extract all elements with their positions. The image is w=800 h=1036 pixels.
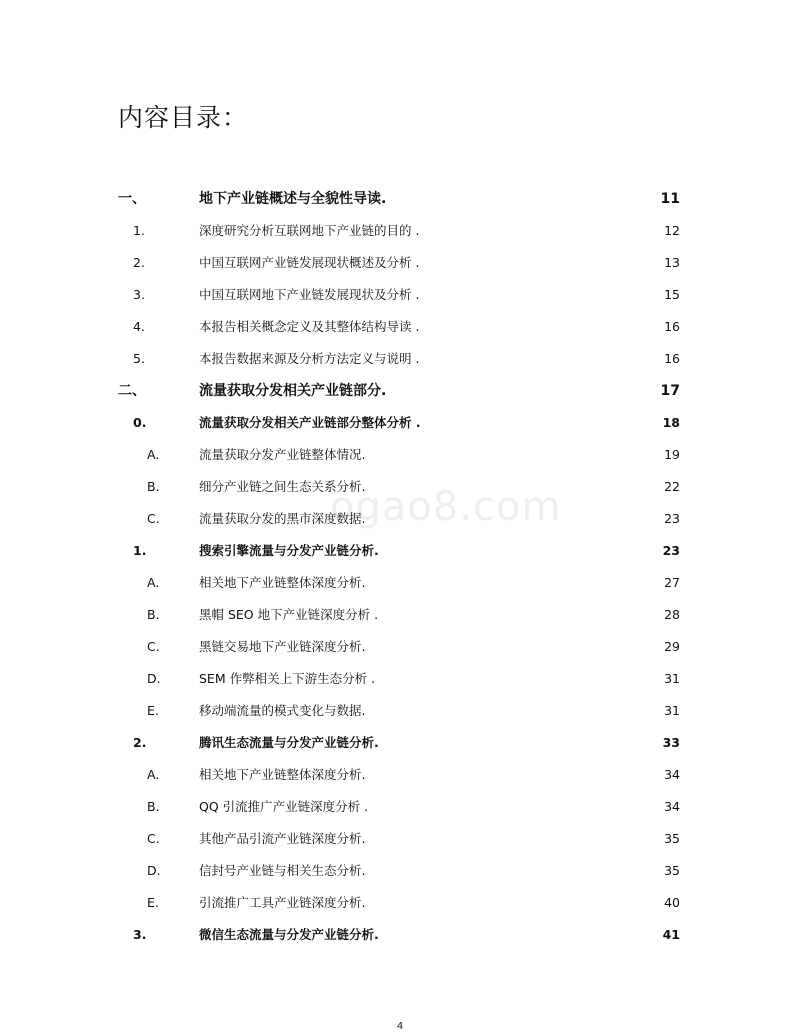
toc-entry-title: 中国互联网产业链发展现状概述及分析 .	[199, 255, 420, 270]
toc-dot-leader	[367, 575, 662, 588]
toc-entry[interactable]	[0, 215, 800, 247]
toc-entry-number: 2.	[133, 735, 147, 750]
toc-entry[interactable]	[0, 695, 800, 727]
toc-entry-title: 移动端流量的模式变化与数据.	[199, 703, 366, 718]
toc-entry-line	[199, 279, 680, 311]
toc-entry-page: 19	[664, 447, 680, 462]
toc-entry-line	[199, 599, 680, 631]
toc-entry-line	[199, 503, 680, 535]
toc-entry[interactable]	[0, 343, 800, 375]
toc-entry[interactable]	[0, 279, 800, 311]
toc-entry-page: 34	[664, 767, 680, 782]
toc-entry-title: 微信生态流量与分发产业链分析.	[199, 927, 379, 942]
toc-entry[interactable]	[0, 599, 800, 631]
toc-entry[interactable]	[0, 791, 800, 823]
toc-dot-leader	[421, 223, 662, 236]
toc-entry-title: 细分产业链之间生态关系分析.	[199, 479, 366, 494]
toc-entry-number: D.	[147, 671, 161, 686]
toc-entry-title: 本报告相关概念定义及其整体结构导读 .	[199, 319, 420, 334]
toc-entry-page: 16	[664, 319, 680, 334]
toc-entry-number: 1.	[133, 223, 145, 238]
page-title: 内容目录：	[118, 103, 249, 132]
toc-entry-number: A.	[147, 575, 160, 590]
toc-entry-title: 流量获取分发产业链整体情况.	[199, 447, 366, 462]
toc-entry-number: D.	[147, 863, 161, 878]
toc-entry-line	[199, 823, 680, 855]
toc-entry[interactable]	[0, 375, 800, 407]
toc-entry[interactable]	[0, 407, 800, 439]
toc-dot-leader	[380, 607, 662, 620]
toc-dot-leader	[421, 255, 662, 268]
toc-entry[interactable]	[0, 471, 800, 503]
toc-entry-title: 搜索引擎流量与分发产业链分析.	[199, 543, 379, 558]
toc-dot-leader	[421, 287, 662, 300]
toc-entry[interactable]	[0, 727, 800, 759]
table-of-contents	[0, 183, 800, 951]
toc-entry-page: 34	[664, 799, 680, 814]
toc-entry-line	[199, 535, 680, 567]
toc-entry-title: QQ 引流推广产业链深度分析 .	[199, 799, 369, 814]
toc-entry-title: 黑链交易地下产业链深度分析.	[199, 639, 366, 654]
toc-dot-leader	[367, 831, 662, 844]
toc-entry-line	[199, 919, 680, 951]
toc-entry-title: SEM 作弊相关上下游生态分析 .	[199, 671, 376, 686]
toc-dot-leader	[377, 671, 662, 684]
toc-entry-page: 28	[664, 607, 680, 622]
toc-entry-title: 流量获取分发的黑市深度数据.	[199, 511, 366, 526]
toc-entry-line	[199, 247, 680, 279]
toc-entry-line	[199, 407, 680, 439]
toc-entry[interactable]	[0, 759, 800, 791]
toc-dot-leader	[367, 479, 662, 492]
toc-entry-line	[199, 343, 680, 375]
toc-entry-line	[199, 759, 680, 791]
toc-entry-line	[199, 471, 680, 503]
toc-entry-page: 13	[664, 255, 680, 270]
toc-dot-leader	[367, 447, 662, 460]
toc-entry[interactable]	[0, 855, 800, 887]
toc-entry-page: 31	[664, 703, 680, 718]
toc-entry[interactable]	[0, 823, 800, 855]
toc-entry-line	[199, 855, 680, 887]
toc-entry-number: 2.	[133, 255, 145, 270]
toc-entry-page: 18	[662, 415, 680, 430]
toc-entry-title: 信封号产业链与相关生态分析.	[199, 863, 366, 878]
toc-entry-page: 31	[664, 671, 680, 686]
toc-entry-page: 40	[664, 895, 680, 910]
toc-entry-number: C.	[147, 831, 160, 846]
toc-entry-number: C.	[147, 639, 160, 654]
toc-entry-page: 22	[664, 479, 680, 494]
toc-dot-leader	[370, 799, 662, 812]
toc-entry[interactable]	[0, 631, 800, 663]
toc-entry-title: 地下产业链概述与全貌性导读.	[199, 191, 387, 207]
toc-entry-number: 一、	[118, 191, 146, 207]
toc-dot-leader	[367, 863, 662, 876]
toc-entry-title: 中国互联网地下产业链发展现状及分析 .	[199, 287, 420, 302]
toc-entry-title: 相关地下产业链整体深度分析.	[199, 767, 366, 782]
toc-entry-page: 12	[664, 223, 680, 238]
toc-dot-leader	[367, 703, 662, 716]
toc-entry-title: 深度研究分析互联网地下产业链的目的 .	[199, 223, 420, 238]
toc-entry-title: 流量获取分发相关产业链部分整体分析 .	[199, 415, 421, 430]
toc-entry-page: 16	[664, 351, 680, 366]
toc-entry-line	[199, 791, 680, 823]
toc-dot-leader	[381, 927, 661, 940]
toc-entry-number: C.	[147, 511, 160, 526]
toc-entry-page: 33	[662, 735, 680, 750]
toc-entry-line	[199, 695, 680, 727]
toc-dot-leader	[381, 543, 661, 556]
toc-entry-title: 其他产品引流产业链深度分析.	[199, 831, 366, 846]
toc-entry-title: 本报告数据来源及分析方法定义与说明 .	[199, 351, 420, 366]
toc-dot-leader	[367, 511, 662, 524]
toc-entry-number: 二、	[118, 383, 146, 399]
toc-entry-line	[199, 215, 680, 247]
toc-entry-page: 23	[662, 543, 680, 558]
toc-entry-title: 黑帽 SEO 地下产业链深度分析 .	[199, 607, 379, 622]
toc-entry[interactable]	[0, 535, 800, 567]
toc-entry-number: 0.	[133, 415, 147, 430]
toc-entry-title: 腾讯生态流量与分发产业链分析.	[199, 735, 379, 750]
toc-entry[interactable]	[0, 311, 800, 343]
toc-entry[interactable]	[0, 663, 800, 695]
toc-entry[interactable]	[0, 887, 800, 919]
toc-entry-number: E.	[147, 703, 159, 718]
toc-entry-page: 29	[664, 639, 680, 654]
toc-entry-page: 17	[660, 383, 680, 399]
toc-entry-number: 1.	[133, 543, 147, 558]
toc-entry[interactable]	[0, 919, 800, 951]
toc-entry-line	[199, 727, 680, 759]
toc-entry-number: B.	[147, 799, 160, 814]
page-number: 4	[396, 1021, 404, 1032]
toc-entry-page: 11	[660, 191, 680, 207]
toc-entry-page: 15	[664, 287, 680, 302]
toc-entry-number: A.	[147, 767, 160, 782]
toc-entry-number: B.	[147, 607, 160, 622]
toc-entry-page: 35	[664, 863, 680, 878]
toc-entry-number: A.	[147, 447, 160, 462]
toc-dot-leader	[367, 895, 662, 908]
toc-entry-number: 4.	[133, 319, 145, 334]
toc-entry-line	[199, 567, 680, 599]
toc-dot-leader	[367, 767, 662, 780]
toc-entry-line	[199, 887, 680, 919]
watermark: ogao8.com	[330, 484, 562, 530]
toc-dot-leader	[388, 189, 658, 203]
toc-dot-leader	[381, 735, 661, 748]
toc-entry[interactable]	[0, 247, 800, 279]
toc-entry-line	[199, 311, 680, 343]
toc-entry-page: 41	[662, 927, 680, 942]
toc-dot-leader	[423, 415, 661, 428]
toc-entry-line	[199, 663, 680, 695]
toc-entry-line	[199, 439, 680, 471]
toc-entry-title: 相关地下产业链整体深度分析.	[199, 575, 366, 590]
toc-entry[interactable]	[0, 439, 800, 471]
toc-dot-leader	[388, 381, 658, 395]
toc-dot-leader	[421, 319, 662, 332]
toc-entry-number: 5.	[133, 351, 145, 366]
toc-dot-leader	[367, 639, 662, 652]
toc-entry-line	[199, 375, 680, 407]
toc-entry[interactable]	[0, 183, 800, 215]
toc-entry-number: B.	[147, 479, 160, 494]
toc-entry-page: 35	[664, 831, 680, 846]
toc-entry-line	[199, 631, 680, 663]
toc-entry-page: 23	[664, 511, 680, 526]
toc-entry-number: E.	[147, 895, 159, 910]
toc-entry-line	[199, 183, 680, 215]
toc-entry-number: 3.	[133, 927, 147, 942]
toc-entry-page: 27	[664, 575, 680, 590]
toc-entry-number: 3.	[133, 287, 145, 302]
toc-entry-title: 流量获取分发相关产业链部分.	[199, 383, 387, 399]
toc-dot-leader	[421, 351, 662, 364]
toc-entry-title: 引流推广工具产业链深度分析.	[199, 895, 366, 910]
toc-entry[interactable]	[0, 503, 800, 535]
toc-entry[interactable]	[0, 567, 800, 599]
